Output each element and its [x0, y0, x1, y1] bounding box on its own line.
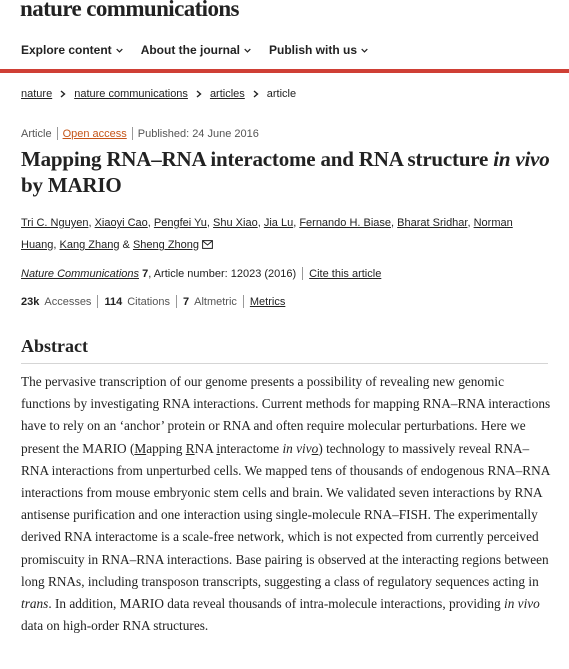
author-link[interactable]: Tri C. Nguyen	[21, 217, 89, 229]
accesses-count: 23k	[21, 295, 40, 308]
abstract-part: data on high-order RNA structures.	[21, 618, 209, 634]
breadcrumb-articles[interactable]: articles	[209, 88, 245, 100]
article-meta	[21, 127, 259, 140]
main-nav	[21, 43, 386, 57]
author-link[interactable]: Bharat Sridhar	[397, 217, 468, 229]
accesses-label: Accesses	[44, 295, 92, 308]
breadcrumb-current: article	[266, 88, 297, 100]
cite-this-article-link[interactable]: Cite this article	[309, 267, 382, 280]
title-tail: by MARIO	[21, 173, 122, 197]
open-access-link[interactable]: Open access	[62, 127, 127, 140]
abstract-part: nteractome	[220, 440, 283, 456]
abstract-italic: in vivo	[504, 596, 540, 612]
abstract-part: ) technology to massively reveal RNA–RNA interactions from unperturbed cells. We mapped tens of thousands of endogenous RNA–RNA interactions from mouse embryonic stem cells and brain. We validated seven interactions by RNA antisense purification and one interaction using single-molecule RNA–FISH. The experimentally derived RNA interactome is a scale-free network, which is not expected from currently perceived promiscuity in RNA–RNA interactions. Base pairing is observed at the interacting regions between long RNAs, including transposon transcripts, suggesting a class of regulatory sequences acting in	[21, 440, 550, 589]
author-link[interactable]: Shu Xiao	[213, 217, 258, 229]
divider	[57, 127, 58, 140]
divider	[243, 295, 244, 308]
article-number: , Article number: 12023 (2016)	[148, 267, 297, 280]
divider	[302, 267, 303, 280]
chevron-right-icon	[196, 90, 202, 98]
abstract-underline: R	[185, 440, 195, 456]
author-link[interactable]: Pengfei Yu	[153, 217, 207, 229]
title-main: Mapping RNA–RNA interactome and RNA structure	[21, 147, 494, 171]
metrics-link[interactable]: Metrics	[249, 295, 286, 308]
citations-label: Citations	[127, 295, 170, 308]
mail-icon[interactable]	[202, 240, 213, 249]
divider	[132, 127, 133, 140]
abstract-italic: trans	[21, 596, 49, 612]
divider	[176, 295, 177, 308]
divider	[21, 363, 548, 364]
abstract-underline: M	[134, 440, 147, 456]
nav-explore-content[interactable]	[21, 43, 123, 57]
breadcrumb	[21, 88, 296, 100]
nav-label: Explore content	[21, 43, 112, 57]
author-link[interactable]: Jia Lu	[263, 217, 294, 229]
author-link[interactable]: Xiaoyi Cao	[94, 217, 148, 229]
nav-about-journal[interactable]	[141, 43, 251, 57]
citations-count: 114	[104, 295, 123, 308]
author-link[interactable]: Sheng Zhong	[132, 239, 200, 251]
nav-label: About the journal	[140, 43, 241, 57]
abstract-text	[21, 371, 551, 637]
chevron-down-icon	[244, 47, 251, 54]
altmetric-count: 7	[182, 295, 190, 308]
altmetric-label: Altmetric	[194, 295, 237, 308]
author-list: Tri C. Nguyen, Xiaoyi Cao, Pengfei Yu, Shu Xiao, Jia Lu, Fernando H. Biase, Bharat Sridhar, Norman Huang, Kang Zhang & Sheng Zhong	[21, 217, 513, 251]
divider	[97, 295, 98, 308]
title-italic: in vivo	[493, 147, 550, 171]
abstract-part: The pervasive transcription of our genome presents a possibility of revealing new genomic functions by investigating RNA interactions. Current methods for mapping RNA–RNA interactions have to rely on an ‘anchor’ protein or RNA and often require molecular perturbations. Here we present the MARIO (	[21, 374, 551, 456]
article-metrics	[21, 295, 285, 308]
header-divider	[0, 69, 569, 73]
abstract-part: NA	[194, 440, 217, 456]
author-link[interactable]: Norman Huang	[21, 217, 513, 251]
nav-publish-with-us[interactable]	[269, 43, 368, 57]
nav-label: Publish with us	[269, 43, 358, 57]
abstract-underline: i	[216, 440, 221, 456]
volume: 7	[142, 267, 149, 280]
chevron-down-icon	[361, 47, 368, 54]
abstract-part: apping	[146, 440, 186, 456]
abstract-underline: o	[311, 440, 319, 456]
author-join: &	[122, 239, 130, 251]
article-title	[21, 146, 551, 198]
abstract-heading: Abstract	[21, 336, 88, 356]
author-link[interactable]: Fernando H. Biase	[299, 217, 392, 229]
article-type: Article	[21, 127, 52, 140]
chevron-down-icon	[116, 47, 123, 54]
published-date: Published: 24 June 2016	[137, 127, 259, 140]
citation-line	[21, 267, 381, 280]
abstract-part: . In addition, MARIO data reveal thousands of intra-molecule interactions, providing	[48, 596, 505, 612]
breadcrumb-journal[interactable]: nature communications	[74, 88, 188, 100]
abstract-italic: in viv	[282, 440, 312, 456]
site-logo[interactable]: nature communications	[20, 0, 239, 21]
chevron-right-icon	[60, 90, 66, 98]
journal-name[interactable]: Nature Communications	[21, 267, 139, 280]
chevron-right-icon	[253, 90, 259, 98]
breadcrumb-nature[interactable]: nature	[21, 88, 53, 100]
author-link[interactable]: Kang Zhang	[59, 239, 120, 251]
